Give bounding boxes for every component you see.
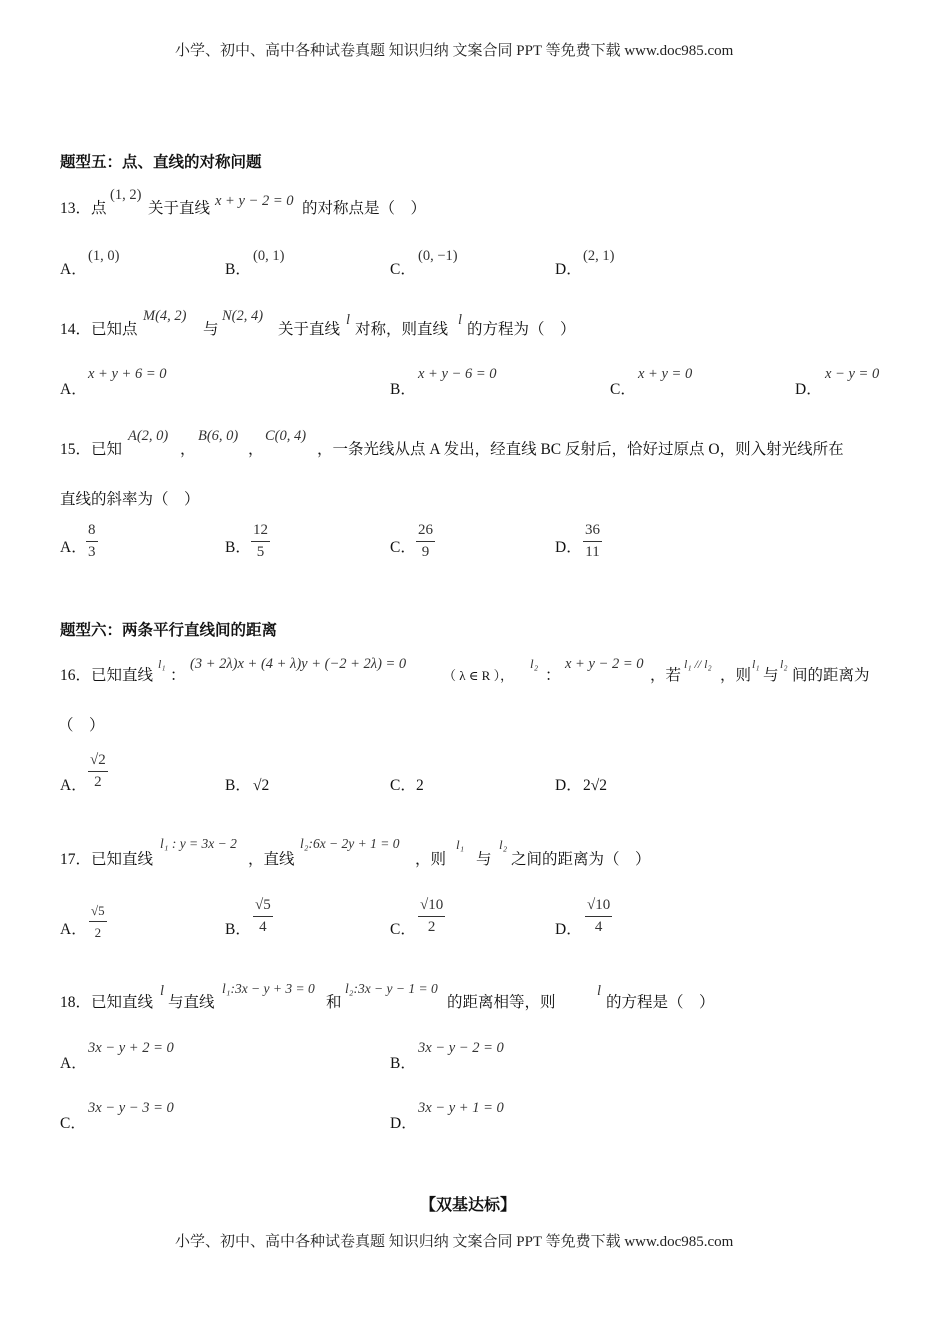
option-value: x − y = 0 [825,366,880,382]
q14-text: 对称，则直线 [355,321,449,338]
numerator: 8 [86,522,98,542]
q14-point-n: N(2, 4) [222,308,264,324]
denominator: 11 [585,544,600,560]
option-value: 3x − y − 3 = 0 [88,1100,174,1116]
q15-sep: ， [180,441,196,458]
option-value: 2√2 [583,777,608,794]
q15-text: 直线的斜率为（ ） [60,491,200,508]
option-label: D． [555,921,582,938]
q18-line-l: l [597,983,602,999]
option-label: D． [555,539,582,556]
option-value: 3x − y + 1 = 0 [418,1100,504,1116]
q16-text: ： [170,667,186,684]
q13-line: x + y − 2 = 0 [215,193,294,209]
option-value: (2, 1) [583,248,615,264]
q13-number: 13．点 [60,200,107,217]
q15-point-c: C(0, 4) [265,428,307,444]
q16-condition: （ λ ∈ R ）， [443,668,514,683]
q14-line-l: l [458,312,463,328]
numerator: √5 [253,897,273,917]
denominator: 5 [256,544,265,560]
q17-l1: l₁ [456,837,465,852]
option-label: C． [610,381,636,398]
q16-tail: 间的距离为 [792,667,870,684]
q15-text: ，一条光线从点 A 发出，经直线 BC 反射后，恰好过原点 O，则入射光线所在 [317,441,844,458]
option-label: A． [60,777,87,794]
q16-l1: l₁ [158,657,166,671]
q14-text: 关于直线 [278,321,341,338]
q16-number: 16．已知直线 [60,667,154,684]
option-label: C． [390,777,416,794]
q13-text: 关于直线 [148,200,211,217]
q16-answer-paren: （ ） [58,717,105,734]
option-label: A． [60,261,87,278]
option-value: √2 [253,777,270,794]
option-label: B． [225,777,251,794]
section-title-6: 题型六：两条平行直线间的距离 [60,622,278,639]
section-title-5: 题型五：点、直线的对称问题 [60,154,262,171]
q18-line-l: l [160,983,165,999]
option-value: 2 [416,777,424,794]
denominator: 4 [259,919,267,935]
q16-text: ： [545,667,561,684]
q14-tail: 的方程为（ ） [467,321,576,338]
q16-l1: l₁ [752,657,760,671]
q17-equation-2: l₂:6x − 2y + 1 = 0 [300,836,400,851]
q16-parallel: l₁ // l₂ [684,657,712,671]
option-label: B． [225,921,251,938]
option-fraction [251,522,270,561]
q15-number: 15．已知 [60,441,123,458]
numerator: 26 [416,522,435,542]
option-label: B． [225,539,251,556]
q17-equation-1: l₁ : y = 3x − 2 [160,836,237,851]
option-label: D． [390,1115,417,1132]
denominator: 2 [427,919,436,935]
option-fraction [88,752,108,791]
option-value: 3x − y + 2 = 0 [88,1040,174,1056]
option-label: C． [390,921,416,938]
q16-text: ，则 [720,667,752,684]
option-fraction [416,522,435,561]
q16-text: 与 [763,667,779,684]
q17-text: 与 [476,851,492,868]
option-fraction [418,897,445,936]
option-label: B． [390,1055,416,1072]
option-label: A． [60,1055,87,1072]
option-label: B． [390,381,416,398]
option-fraction [583,522,602,561]
numerator: √10 [585,897,612,917]
option-value: 3x − y − 2 = 0 [418,1040,504,1056]
q13-point: (1, 2) [110,187,142,203]
numerator: 12 [251,522,270,542]
option-label: C． [390,539,416,556]
q17-l2: l₂ [499,837,508,852]
q18-number: 18．已知直线 [60,994,154,1011]
denominator: 2 [94,925,102,940]
q16-equation-1: (3 + 2λ)x + (4 + λ)y + (−2 + 2λ) = 0 [190,656,407,672]
option-value: (0, −1) [418,248,458,264]
q15-point-b: B(6, 0) [198,428,239,444]
option-value: x + y + 6 = 0 [88,366,167,382]
q16-l2: l₂ [530,656,539,671]
page-footer: 小学、初中、高中各种试卷真题 知识归纳 文案合同 PPT 等免费下载 www.doc985.com [175,1234,734,1250]
q14-point-m: M(4, 2) [143,308,187,324]
option-fraction [89,902,107,941]
q18-tail: 的方程是（ ） [606,994,715,1011]
denominator: 2 [94,774,102,790]
q15-sep: ， [248,441,264,458]
q18-equation-1: l₁:3x − y + 3 = 0 [222,981,315,996]
q13-tail: 的对称点是（ ） [302,200,427,217]
option-label: D． [795,381,822,398]
numerator: 36 [583,522,602,542]
option-label: A． [60,381,87,398]
q14-line-l: l [346,312,351,328]
option-fraction [585,897,612,936]
q14-number: 14．已知点 [60,321,138,338]
option-value: x + y = 0 [638,366,693,382]
section-title-practice: 【双基达标】 [420,1197,517,1214]
q17-tail: 之间的距离为（ ） [511,851,651,868]
page-header: 小学、初中、高中各种试卷真题 知识归纳 文案合同 PPT 等免费下载 www.doc985.com [175,43,734,59]
option-label: C． [60,1115,86,1132]
denominator: 4 [594,919,603,935]
q16-equation-2: x + y − 2 = 0 [565,656,644,672]
option-label: C． [390,261,416,278]
option-value: (0, 1) [253,248,285,264]
option-label: D． [555,261,582,278]
numerator: √2 [88,752,108,772]
q17-number: 17．已知直线 [60,851,154,868]
option-label: D． [555,777,582,794]
q16-text: ，若 [650,667,682,684]
q18-equation-2: l₂:3x − y − 1 = 0 [345,981,438,996]
q17-text: ，则 [415,851,447,868]
numerator: √5 [89,902,107,922]
option-value: x + y − 6 = 0 [418,366,497,382]
q14-text: 与 [203,321,219,338]
q17-text: ，直线 [248,851,295,868]
q18-text: 的距离相等，则 [447,994,556,1011]
option-value: (1, 0) [88,248,120,264]
q18-text: 和 [326,994,342,1011]
denominator: 9 [421,544,430,560]
option-label: B． [225,261,251,278]
option-label: A． [60,539,87,556]
denominator: 3 [88,544,96,560]
option-fraction [86,522,98,561]
q18-text: 与直线 [168,994,215,1011]
q16-l2: l₂ [780,657,788,671]
option-fraction [253,897,273,936]
numerator: √10 [418,897,445,917]
q15-point-a: A(2, 0) [128,428,169,444]
option-label: A． [60,921,87,938]
